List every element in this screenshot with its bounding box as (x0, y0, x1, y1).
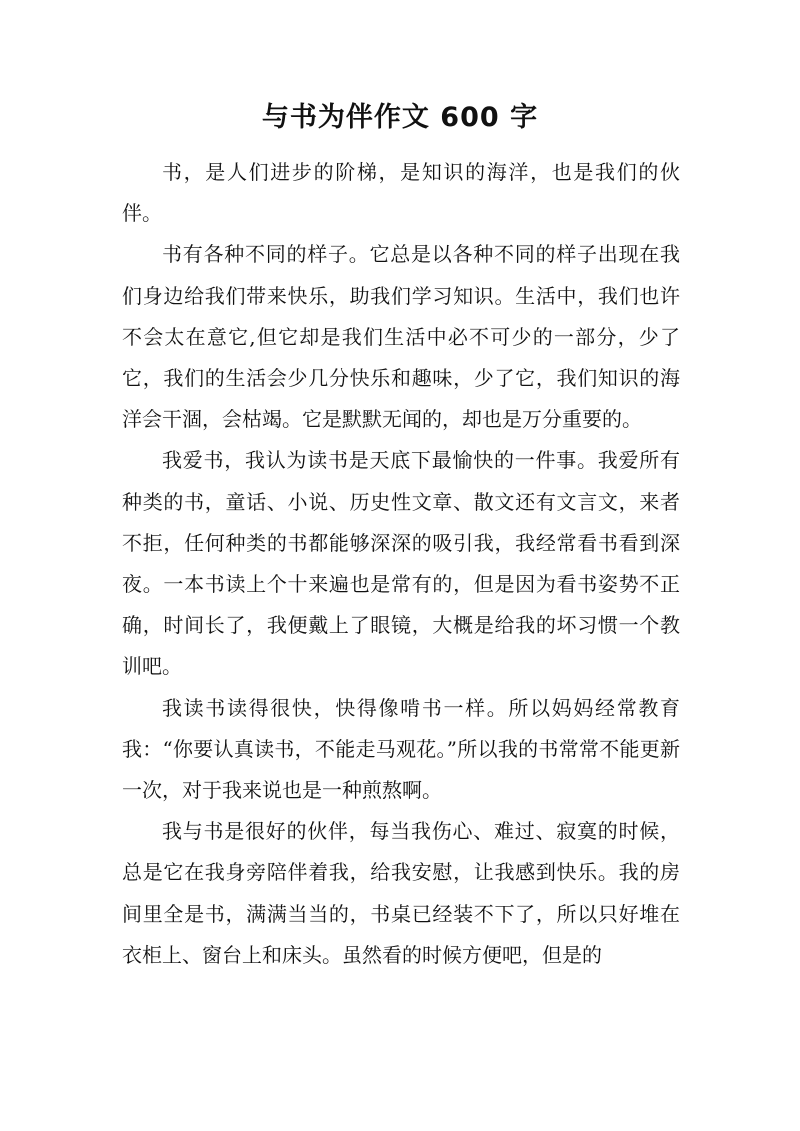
paragraph: 我与书是很好的伙伴，每当我伤心、难过、寂寞的时候，总是它在我身旁陪伴着我，给我安慰，让我感到快乐。我的房间里全是书，满满当当的，书桌已经装不下了，所以只好堆在衣柜上、窗台上和床头。虽然看的时候方便吧，但是的 (122, 819, 680, 967)
paragraph: 我读书读得很快，快得像啃书一样。所以妈妈经常教育我：“你要认真读书，不能走马观花。”所以我的书常常不能更新一次，对于我来说也是一种煎熬啊。 (122, 695, 680, 803)
document-body (122, 152, 680, 976)
paragraph: 书，是人们进步的阶梯，是知识的海洋，也是我们的伙伴。 (122, 160, 680, 226)
paragraph: 书有各种不同的样子。它总是以各种不同的样子出现在我们身边给我们带来快乐，助我们学习知识。生活中，我们也许不会太在意它,但它却是我们生活中必不可少的一部分，少了它，我们的生活会少几分快乐和趣味，少了它，我们知识的海洋会干涸，会枯竭。它是默默无闻的，却也是万分重要的。 (122, 242, 680, 432)
document-title: 与书为伴作文 600 字 (261, 102, 539, 133)
paragraph: 我爱书，我认为读书是天底下最愉快的一件事。我爱所有种类的书，童话、小说、历史性文章、散文还有文言文，来者不拒，任何种类的书都能够深深的吸引我，我经常看书看到深夜。一本书读上个十来遍也是常有的，但是因为看书姿势不正确，时间长了，我便戴上了眼镜，大概是给我的坏习惯一个教训吧。 (122, 448, 680, 679)
